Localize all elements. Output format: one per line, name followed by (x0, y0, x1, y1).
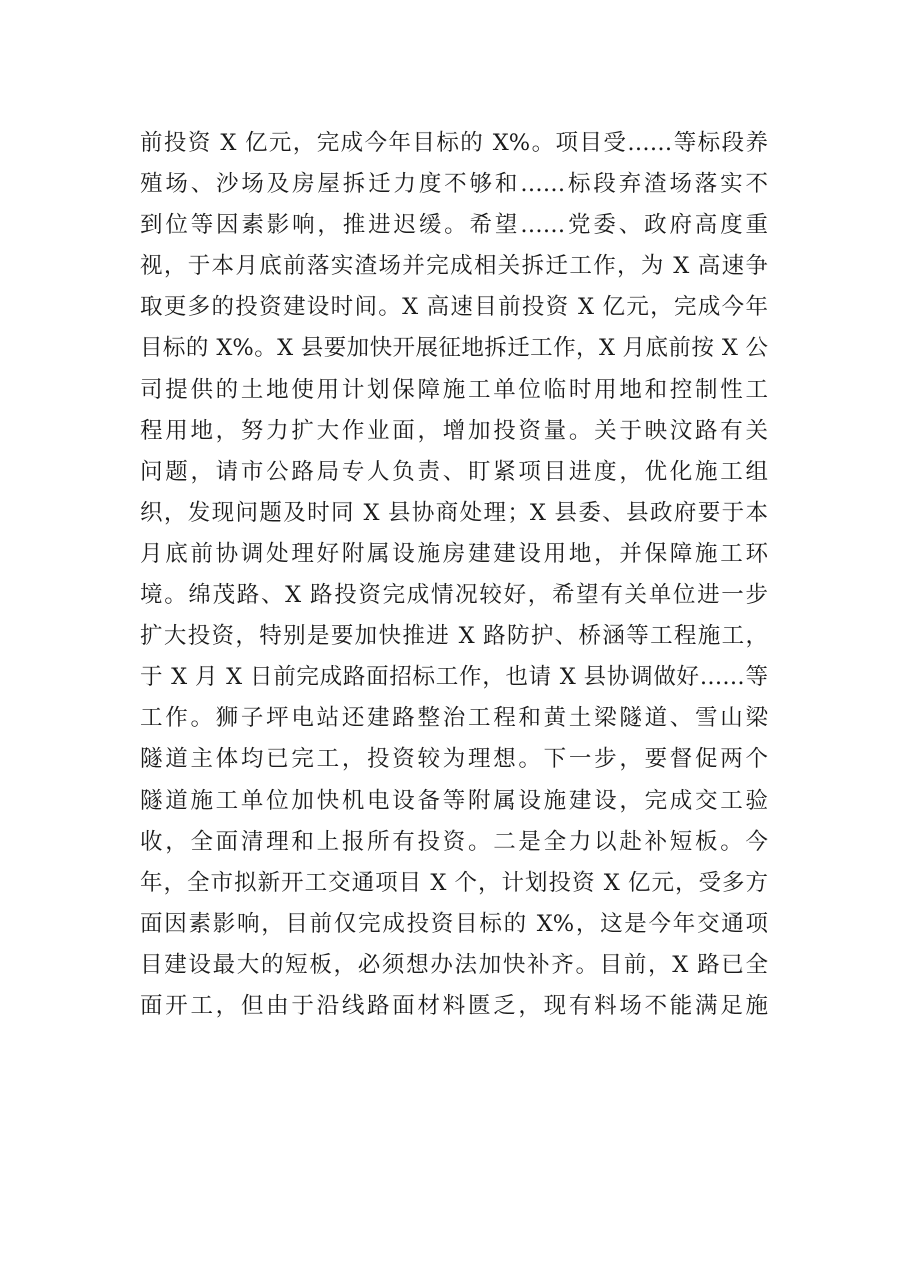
text-line: 年，全市拟新开工交通项目 X 个，计划投资 X 亿元，受多方 (140, 869, 768, 896)
text-line: 工作。狮子坪电站还建路整治工程和黄土梁隧道、雪山梁 (140, 705, 768, 732)
text-line: 面因素影响，目前仅完成投资目标的 X%，这是今年交通项 (140, 910, 768, 937)
text-line: 程用地，努力扩大作业面，增加投资量。关于映汶路有关 (140, 417, 768, 444)
text-line: 取更多的投资建设时间。X 高速目前投资 X 亿元，完成今年 (140, 294, 768, 321)
text-line: 月底前协调处理好附属设施房建建设用地，并保障施工环 (140, 540, 768, 567)
text-line: 前投资 X 亿元，完成今年目标的 X%。项目受……等标段养 (140, 130, 768, 156)
text-line: 司提供的土地使用计划保障施工单位临时用地和控制性工 (140, 376, 768, 403)
text-line: 问题，请市公路局专人负责、盯紧项目进度，优化施工组 (140, 458, 768, 485)
text-line: 目标的 X%。X 县要加快开展征地拆迁工作，X 月底前按 X 公 (140, 335, 768, 362)
text-line: 境。绵茂路、X 路投资完成情况较好，希望有关单位进一步 (140, 582, 768, 609)
body-paragraph (140, 123, 780, 1027)
text-line: 目建设最大的短板，必须想办法加快补齐。目前，X 路已全 (140, 951, 768, 978)
text-line: 隧道主体均已完工，投资较为理想。下一步，要督促两个 (140, 746, 768, 773)
text-line: 到位等因素影响，推进迟缓。希望……党委、政府高度重 (140, 212, 768, 239)
text-line: 视，于本月底前落实渣场并完成相关拆迁工作，为 X 高速争 (140, 253, 768, 280)
text-line: 扩大投资，特别是要加快推进 X 路防护、桥涵等工程施工， (140, 623, 768, 650)
text-line: 于 X 月 X 日前完成路面招标工作，也请 X 县协调做好……等 (140, 664, 768, 691)
text-line: 面开工，但由于沿线路面材料匮乏，现有料场不能满足施 (140, 992, 768, 1019)
text-line: 收，全面清理和上报所有投资。二是全力以赴补短板。今 (140, 828, 768, 855)
text-line: 织，发现问题及时同 X 县协商处理；X 县委、县政府要于本 (140, 499, 768, 526)
text-line: 隧道施工单位加快机电设备等附属设施建设，完成交工验 (140, 787, 768, 814)
text-line: 殖场、沙场及房屋拆迁力度不够和……标段弃渣场落实不 (140, 171, 768, 198)
